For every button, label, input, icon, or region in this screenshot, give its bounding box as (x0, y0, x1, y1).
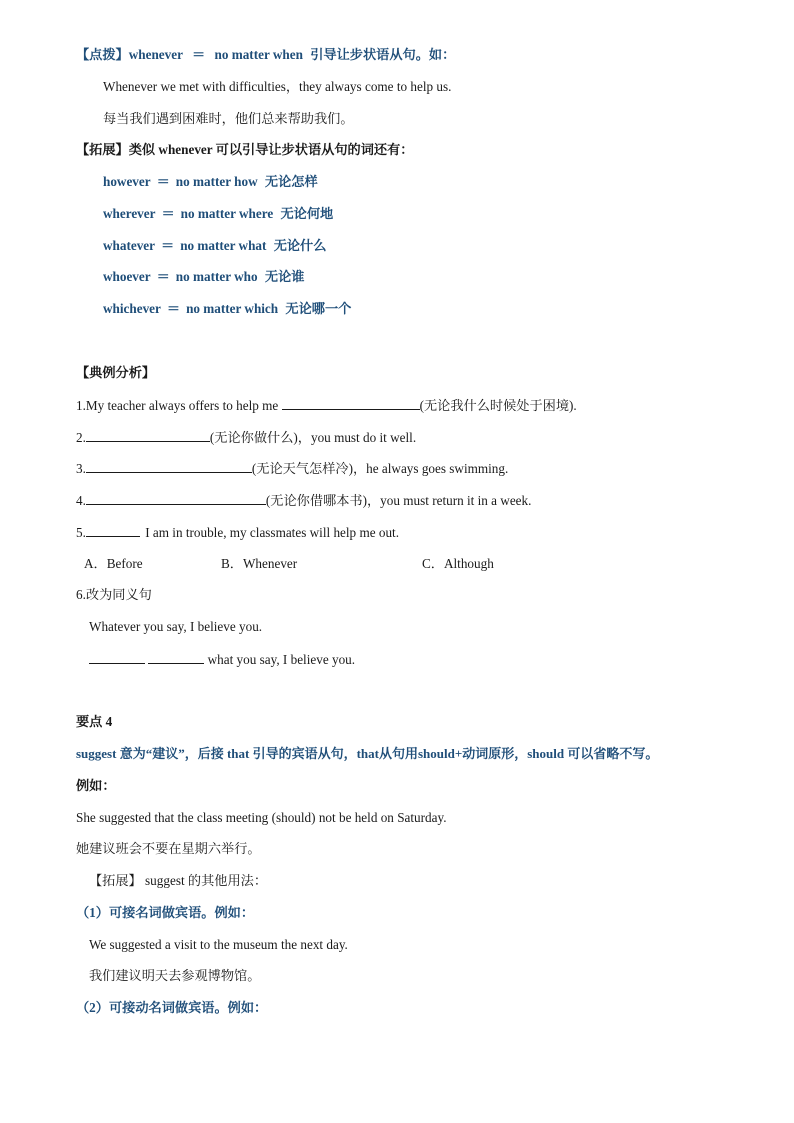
point4-sub1-cn: 我们建议明天去参观博物馆。 (89, 968, 261, 983)
q5-option-b[interactable]: B．Whenever (221, 556, 298, 571)
point4-sub2: （2）可接动名词做宾语。例如： (76, 1000, 268, 1015)
q6-rewrite-text: what you say, I believe you. (207, 652, 356, 667)
question-5 (76, 523, 399, 542)
point4-example-cn: 她建议班会不要在星期六举行。 (76, 841, 261, 856)
ext-equals: ＝ (161, 238, 175, 253)
q6-rewrite (89, 650, 355, 669)
point4-sub1-en: We suggested a visit to the museum the next day. (89, 937, 348, 952)
ext-phrase: no matter who (175, 269, 258, 284)
ext-phrase: no matter how (175, 174, 258, 189)
question-4 (76, 491, 531, 510)
tip-heading (76, 46, 455, 64)
q6-answer-blank-1[interactable] (89, 650, 145, 664)
tip-equals: ＝ (192, 47, 206, 62)
q6-original: Whatever you say, I believe you. (89, 619, 263, 634)
q2-text: (无论你做什么)，you must do it well. (209, 430, 417, 445)
q4-text: (无论你借哪本书)，you must return it in a week. (265, 493, 532, 508)
ext-word: whoever (103, 269, 151, 284)
tip-example-cn: 每当我们遇到困难时，他们总来帮助我们。 (103, 111, 354, 126)
tip-example-en: Whenever we met with difficulties，they always come to help us. (103, 79, 452, 94)
ext-word: wherever (103, 206, 156, 221)
ext-phrase: no matter where (180, 206, 274, 221)
q1-hint: (无论我什么时候处于困境). (419, 398, 577, 413)
q1-text: 1.My teacher always offers to help me (76, 398, 279, 413)
ext-phrase: no matter which (186, 301, 279, 316)
q5-option-a[interactable]: A．Before (84, 556, 143, 571)
tip-explain: 引导让步状语从句。如： (310, 47, 456, 62)
point4-rule: suggest 意为“建议”，后接 that 引导的宾语从句，that从句用should+动词原形，should 可以省略不写。 (76, 746, 659, 761)
ext-cn: 无论哪一个 (285, 301, 352, 316)
q6-answer-blank-2[interactable] (148, 650, 204, 664)
ext-equals: ＝ (156, 269, 170, 284)
point4-title: 要点 4 (76, 714, 113, 729)
point4-example-en: She suggested that the class meeting (should) not be held on Saturday. (76, 810, 447, 825)
extension-item (103, 300, 351, 318)
ext-cn: 无论怎样 (264, 174, 318, 189)
examples-title: 【典例分析】 (76, 365, 156, 380)
q3-answer-blank[interactable] (86, 459, 252, 473)
question-2 (76, 428, 416, 447)
q1-answer-blank[interactable] (282, 396, 420, 410)
ext-cn: 无论谁 (264, 269, 305, 284)
ext-equals: ＝ (156, 174, 170, 189)
q4-answer-blank[interactable] (86, 491, 266, 505)
ext-phrase: no matter what (180, 238, 267, 253)
extension-item (103, 268, 304, 286)
ext-cn: 无论什么 (273, 238, 327, 253)
ext-word: however (103, 174, 151, 189)
question-1 (76, 396, 577, 415)
q5-number: 5. (76, 525, 86, 540)
point4-example-label: 例如： (76, 778, 116, 793)
point4-ext-title: 【拓展】 suggest 的其他用法： (89, 873, 268, 888)
ext-word: whichever (103, 301, 161, 316)
q6-title: 6.改为同义句 (76, 587, 152, 602)
q3-text: (无论天气怎样冷)，he always goes swimming. (251, 461, 509, 476)
ext-equals: ＝ (161, 206, 175, 221)
q2-answer-blank[interactable] (86, 428, 210, 442)
q4-number: 4. (76, 493, 86, 508)
ext-word: whatever (103, 238, 155, 253)
extension-item (103, 205, 333, 223)
extension-item (103, 237, 326, 255)
q5-text: I am in trouble, my classmates will help me out. (145, 525, 399, 540)
q5-option-c[interactable]: C．Although (422, 556, 494, 571)
tip-phrase: no matter when (214, 47, 303, 62)
ext-cn: 无论何地 (280, 206, 334, 221)
ext-equals: ＝ (166, 301, 181, 316)
tip-bracket: 【点拨】 (76, 47, 129, 62)
extension-item (103, 173, 318, 191)
q2-number: 2. (76, 430, 86, 445)
point4-sub1: （1）可接名词做宾语。例如： (76, 905, 255, 920)
tip-word: whenever (128, 47, 183, 62)
question-3 (76, 459, 508, 478)
q5-answer-blank[interactable] (86, 523, 140, 537)
q3-number: 3. (76, 461, 86, 476)
extension-title: 【拓展】类似 whenever 可以引导让步状语从句的词还有： (76, 142, 414, 157)
